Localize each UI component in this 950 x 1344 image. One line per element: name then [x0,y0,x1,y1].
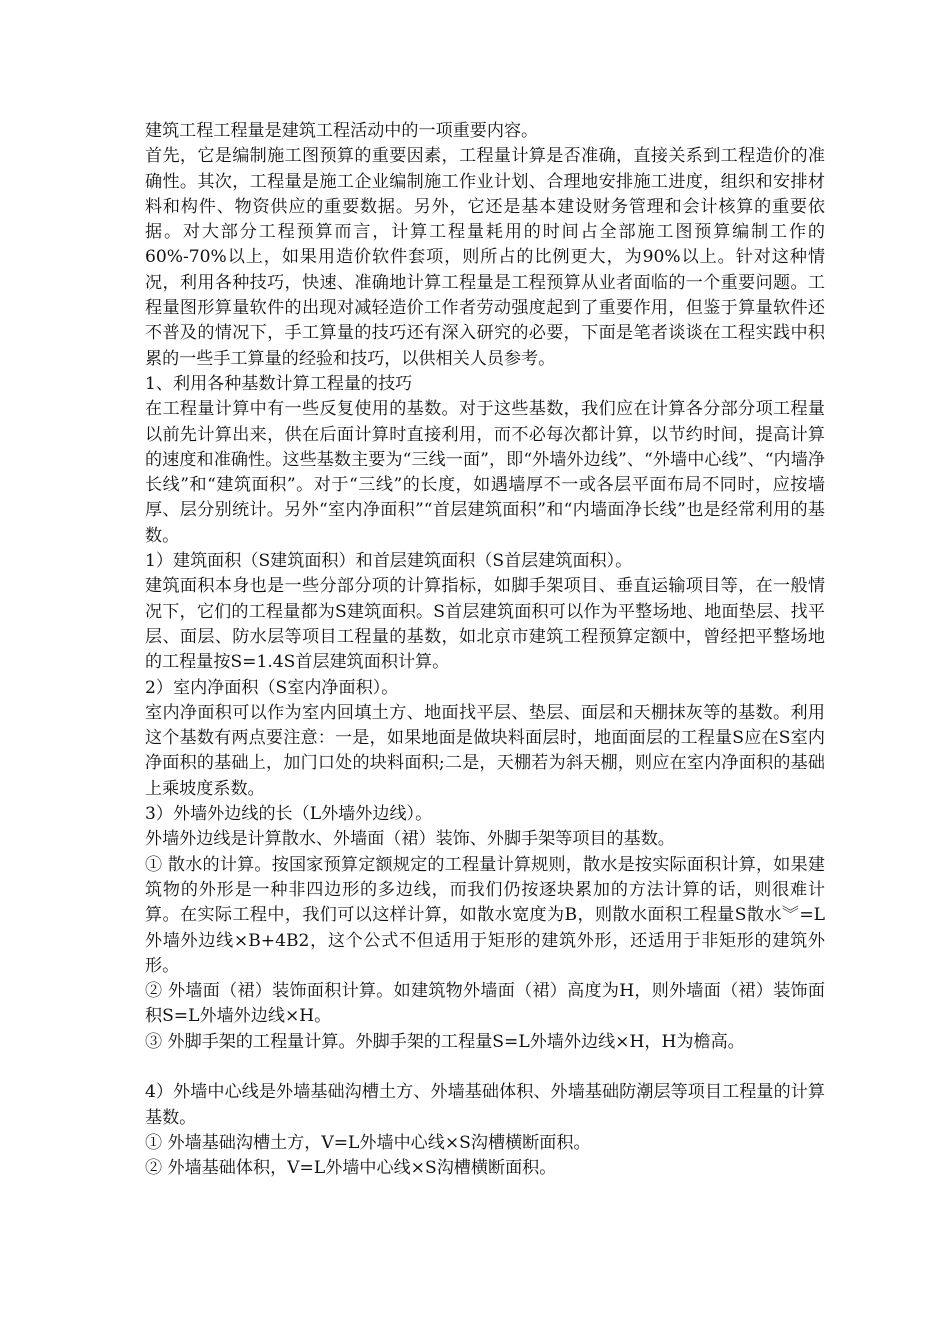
subheading-building-area: 1）建筑面积（S建筑面积）和首层建筑面积（S首层建筑面积）。 [145,551,633,572]
list-item-foundation-volume: ② 外墙基础体积，V=L外墙中心线×S沟槽横断面积。 [145,1158,557,1179]
subheading-outer-wall-outline: 3）外墙外边线的长（L外墙外边线）。 [145,804,433,825]
subheading-indoor-net-area: 2）室内净面积（S室内净面积）。 [145,677,399,698]
blank-line [145,1055,825,1080]
list-item-apron: ① 散水的计算。按国家预算定额规定的工程量计算规则，散水是按实际面积计算，如果建筑物的外形是一种非四边形的多边线，而我们仍按逐块累加的方法计算的话，则很难计算。在实际工程中，我们可以这样计算，如散水宽度为B，则散水面积工程量S散水︾=L外墙外边线×B+4B2，这个公式不但适用于矩形的建筑外形，还适用于非矩形的建筑外形。 [145,854,825,976]
intro-sentence: 建筑工程工程量是建筑工程活动中的一项重要内容。 [145,121,539,141]
subheading-outer-wall-centerline: 4）外墙中心线是外墙基础沟槽土方、外墙基础体积、外墙基础防潮层等项目工程量的计算基数。 [145,1082,825,1128]
list-item-trench-earthwork: ① 外墙基础沟槽土方，V=L外墙中心线×S沟槽横断面积。 [145,1132,591,1153]
building-area-paragraph: 建筑面积本身也是一些分部分项的计算指标，如脚手架项目、垂直运输项目等，在一般情况下，它们的工程量都为S建筑面积。S首层建筑面积可以作为平整场地、地面垫层、找平层、面层、防水层等项目工程量的基数，如北京市建筑工程预算定额中，曾经把平整场地的工程量按S=1.4S首层建筑面积计算。 [145,576,825,673]
section-1-paragraph: 在工程量计算中有一些反复使用的基数。对于这些基数，我们应在计算各分部分项工程量以前先计算出来，供在后面计算时直接利用，而不必每次都计算，以节约时间，提高计算的速度和准确性。这些基数主要为“三线一面”，即“外墙外边线”、“外墙中心线”、“内墙净长线”和“建筑面积”。对于“三线”的长度，如遇墙厚不一或各层平面布局不同时，应按墙厚、层分别统计。另外“室内净面积”“首层建筑面积”和“内墙面净长线”也是经常利用的基数。 [145,399,825,546]
indoor-net-area-paragraph: 室内净面积可以作为室内回填土方、地面找平层、垫层、面层和天棚抹灰等的基数。利用这个基数有两点要注意：一是，如果地面是做块料面层时，地面面层的工程量S应在S室内净面积的基础上，加门口处的块料面积;二是，天棚若为斜天棚，则应在室内净面积的基础上乘坡度系数。 [145,702,825,799]
intro-paragraph: 首先，它是编制施工图预算的重要因素，工程量计算是否准确，直接关系到工程造价的准确性。其次，工程量是施工企业编制施工作业计划、合理地安排施工进度，组织和安排材料和构件、物资供应的重要数据。另外，它还是基本建设财务管理和会计核算的重要依据。对大部分工程预算而言，计算工程量耗用的时间占全部施工图预算编制工作的60%-70%以上，如果用造价软件套项，则所占的比例更大，为90%以上。针对这种情况，利用各种技巧，快速、准确地计算工程量是工程预算从业者面临的一个重要问题。工程量图形算量软件的出现对减轻造价工作者劳动强度起到了重要作用，但鉴于算量软件还不普及的情况下，手工算量的技巧还有深入研究的必要，下面是笔者谈谈在工程实践中积累的一些手工算量的经验和技巧，以供相关人员参考。 [145,146,825,369]
outer-wall-outline-paragraph: 外墙外边线是计算散水、外墙面（裙）装饰、外脚手架等项目的基数。 [145,829,675,850]
section-heading-1: 1、利用各种基数计算工程量的技巧 [145,373,413,394]
document-body [145,119,825,1181]
list-item-wall-finish: ② 外墙面（裙）装饰面积计算。如建筑物外墙面（裙）高度为H，则外墙面（裙）装饰面积S=L外墙外边线×H。 [145,981,825,1027]
list-item-scaffold: ③ 外脚手架的工程量计算。外脚手架的工程量S=L外墙外边线×H，H为檐高。 [145,1031,745,1052]
